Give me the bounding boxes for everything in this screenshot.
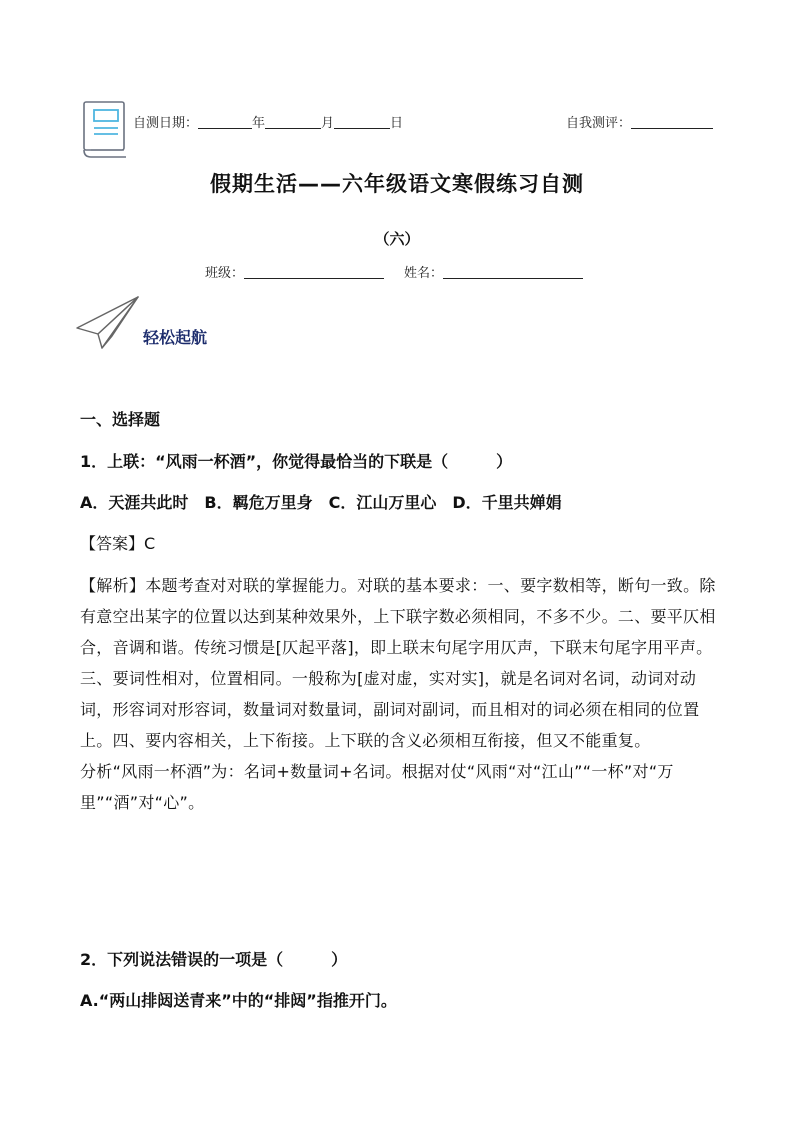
question-1-analysis xyxy=(80,570,720,818)
analysis-text: 本题考查对对联的掌握能力。对联的基本要求：一、要字数相等，断句一致。除有意空出某字的位置以达到某种效果外，上下联字数必须相同，不多不少。二、要平仄相合，音调和谐。传统习惯是[仄起平落]，即上联末句尾字用仄声，下联末句尾字用平声。三、要词性相对，位置相同。一般称为[虚对虚，实对实]，就是名词对名词，动词对动词，形容词对形容词，数量词对数量词，副词对副词，而且相对的词必须在相同的位置上。四、要内容相关，上下衔接。上下联的含义必须相互衔接，但又不能重复。 xyxy=(80,576,716,750)
month-label: 月 xyxy=(321,116,335,131)
answer-value: C xyxy=(144,534,156,553)
part-heading: 一、选择题 xyxy=(80,410,161,429)
question-1-answer xyxy=(80,534,155,554)
name-label: 姓名： xyxy=(404,266,444,281)
question-1-stem: 1．上联：“风雨一杯酒”，你觉得最恰当的下联是（ ） xyxy=(80,452,513,471)
answer-label: 【答案】 xyxy=(80,534,145,553)
self-test-date-line xyxy=(133,116,403,132)
date-label: 自测日期： xyxy=(133,116,199,131)
class-name-line xyxy=(205,266,583,282)
question-1-options: A．天涯共此时 B．羁危万里身 C．江山万里心 D．千里共婵娟 xyxy=(80,493,562,512)
book-icon xyxy=(80,100,130,160)
class-label: 班级： xyxy=(205,266,245,281)
day-label: 日 xyxy=(390,116,404,131)
year-label: 年 xyxy=(252,116,266,131)
self-evaluation-line xyxy=(566,116,713,132)
analysis-paragraph-2: 分析“风雨一杯酒”为：名词+数量词+名词。根据对仗“风雨“对“江山”“一杯”对“万里”“酒”对“心”。 xyxy=(80,762,674,812)
paper-plane-icon xyxy=(74,294,142,352)
name-blank[interactable] xyxy=(443,266,583,279)
section-heading: 轻松起航 xyxy=(143,328,208,347)
analysis-label: 【解析】 xyxy=(80,576,146,595)
eval-label: 自我测评： xyxy=(566,116,632,131)
question-2-stem: 2．下列说法错误的一项是（ ） xyxy=(80,950,348,969)
year-blank[interactable] xyxy=(198,116,252,129)
month-blank[interactable] xyxy=(265,116,321,129)
question-2-option-a: A.“两山排闼送青来”中的“排闼”指推开门。 xyxy=(80,991,397,1010)
page-subtitle: （六） xyxy=(374,230,420,248)
eval-blank[interactable] xyxy=(631,116,713,129)
page-title: 假期生活——六年级语文寒假练习自测 xyxy=(210,172,584,196)
day-blank[interactable] xyxy=(334,116,390,129)
class-blank[interactable] xyxy=(244,266,384,279)
analysis-paragraph xyxy=(80,570,720,756)
